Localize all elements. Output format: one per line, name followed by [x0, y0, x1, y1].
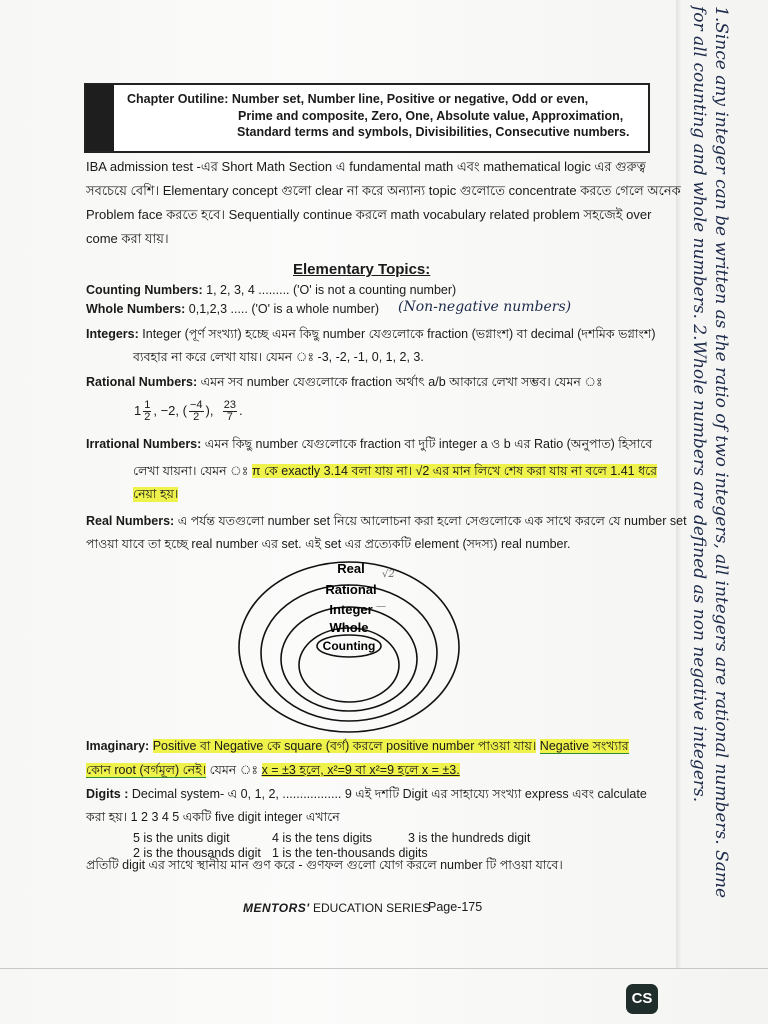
integers-label: Integers:: [86, 327, 139, 341]
integers-line-2: ব্যবহার না করে লেখা যায়। যেমন ঃ -3, -2, -1, 0, 1, 2, 3.: [133, 350, 424, 364]
digit-ten-thousands: 1 is the ten-thousands digits: [272, 846, 428, 860]
ring-label-rational: Rational: [325, 582, 377, 597]
section-heading: Elementary Topics:: [293, 261, 431, 278]
outline-label: Chapter Outiline:: [127, 92, 229, 106]
ring-label-whole: Whole: [329, 620, 369, 635]
counting-label: Counting Numbers:: [86, 283, 203, 297]
ring-label-counting: Counting: [322, 639, 376, 653]
digits-line-1: Decimal system- এ 0, 1, 2, ................. 9 এই দশটি Digit এর সাহায্যে সংখ্যা express এবং calculate: [131, 787, 647, 801]
whole-text: 0,1,2,3 ..... ('O' is a whole number): [188, 302, 380, 316]
integers-line-1: Integer (পূর্ণ সংখ্যা) হচ্ছে এমন কিছু number যেগুলোকে fraction (ভগ্নাংশ) বা decimal (দশমিক ভগ্নাংশ): [142, 327, 656, 341]
intro-line-2: সবচেয়ে বেশি। Elementary concept গুলো clear না করে অন্যান্য topic গুলোতে concentrate করতে গেলে অনেক: [86, 183, 681, 198]
irrational-line-1: এমন কিছু number যেগুলোকে fraction বা দুটি integer a ও b এর Ratio (অনুপাত) হিসাবে: [204, 437, 653, 451]
counting-numbers-row: [86, 283, 456, 298]
rational-row: [86, 375, 603, 390]
counting-text: 1, 2, 3, 4 ......... ('O' is not a counting number): [206, 283, 457, 297]
real-row: [86, 514, 687, 529]
outline-line-1: Number set, Number line, Positive or negative, Odd or even,: [231, 92, 589, 106]
whole-numbers-row: [86, 302, 379, 317]
chapter-outline-label: [127, 92, 588, 107]
imaginary-line-2: কোন root (বর্গমূল) নেই। যেমন ঃ x = ±3 হলে, x²=9 বা x²=9 হলে x = ±3.: [86, 763, 460, 777]
rational-label: Rational Numbers:: [86, 375, 198, 389]
rational-ex-mid-2: ),: [205, 402, 214, 418]
digit-units: 5 is the units digit: [133, 831, 230, 845]
rational-examples: 1 $\frac{1}{2}$ , −2, ( $\frac{-4}{2}$ ), $\frac{23}{7}$ .: [134, 399, 243, 423]
real-label: Real Numbers:: [86, 514, 175, 528]
ring-label-real: Real: [337, 561, 365, 576]
outline-line-3: Standard terms and symbols, Divisibilities, Consecutive numbers.: [237, 125, 630, 139]
footer-series: EDUCATION SERIES: [312, 901, 431, 915]
whole-handwritten-note: (Non-negative numbers): [398, 299, 572, 315]
digits-label: Digits :: [86, 787, 129, 801]
margin-note-text: 1.Since any integer can be written as the ratio of two integers, all integers are rational numbers. Same for all counting and whole numbers. 2.Whole numbers are defined as non negative integers.: [689, 6, 731, 899]
digits-line-2: করা হয়। 1 2 3 4 5 একটি five digit integer এখানে: [86, 810, 340, 824]
number-set-diagram: [234, 555, 464, 735]
digit-hundreds: 3 is the hundreds digit: [408, 831, 531, 845]
real-line-2: পাওয়া যাবে তা হচ্ছে real number এর set. এই set এর প্রত্যেকটি element (সদস্য) real number.: [86, 537, 571, 551]
outline-line-2: Prime and composite, Zero, One, Absolute value, Approximation,: [238, 109, 624, 123]
intro-line-1: IBA admission test -এর Short Math Section এ fundamental math এবং mathematical logic এর গুরুত্ব: [86, 159, 646, 174]
rational-ex-whole: 1: [134, 402, 142, 418]
digit-tens: 4 is the tens digits: [272, 831, 373, 845]
intro-line-3: Problem face করতে হবে। Sequentially continue করলে math vocabulary related problem সহজেই over: [86, 207, 652, 222]
rational-text: এমন সব number যেগুলোকে fraction অর্থাৎ a/b আকারে লেখা সম্ভব। যেমন ঃ: [200, 375, 603, 389]
imaginary-line-1b: Negative সংখ্যার: [539, 739, 629, 753]
integers-row: [86, 327, 655, 342]
imaginary-line-2c: x = ±3 হলে, x²=9 বা x²=9 হলে x = ±3.: [261, 763, 460, 777]
handwritten-margin-note: [688, 6, 732, 906]
imaginary-row: [86, 739, 629, 754]
imaginary-label: Imaginary:: [86, 739, 150, 753]
footer-brand: MENTORS': [243, 901, 310, 915]
rational-fraction-2: $\frac{-4}{2}$: [189, 399, 203, 423]
footer: [243, 901, 430, 915]
digit-thousands: 2 is the thousands digit: [133, 846, 261, 860]
handwritten-sqrt2: √2: [382, 569, 395, 580]
irrational-line-2: লেখা যায়না। যেমন ঃ π কে exactly 3.14 বলা যায় না। √2 এর মান লিখে শেষ করা যায় না বলে 1.41 ধরে: [133, 464, 658, 478]
camscanner-logo: CS: [626, 984, 658, 1014]
irrational-label: Irrational Numbers:: [86, 437, 202, 451]
pi-highlight: π কে exactly 3.14 বলা যায় না।: [251, 464, 413, 478]
irrational-row: [86, 437, 652, 452]
digits-row: [86, 787, 647, 802]
digits-line-3: প্রতিটি digit এর সাথে স্থানীয় মান গুণ করে - গুণফল গুলো যোগ করলে number টি পাওয়া যাবে।: [86, 858, 563, 872]
imaginary-line-1a: Positive বা Negative কে square (বর্গ) করলে positive number পাওয়া যায়।: [152, 739, 537, 753]
ring-label-integer: Integer: [329, 602, 373, 617]
handwritten-minus: —: [376, 601, 386, 612]
intro-line-4: come করা যায়।: [86, 231, 169, 246]
page-number: Page-175: [428, 900, 483, 914]
rational-ex-mid: , −2, (: [153, 402, 187, 418]
page-fold: [676, 0, 682, 968]
imaginary-line-2a: কোন root (বর্গমূল) নেই।: [86, 763, 207, 777]
whole-label: Whole Numbers:: [86, 302, 186, 316]
outline-bar: [86, 85, 114, 151]
real-line-1: এ পর্যন্ত যতগুলো number set নিয়ে আলোচনা করা হলো সেগুলোকে এক সাথে করলে যে number set: [177, 514, 687, 528]
sqrt2-highlight: √2 এর মান লিখে শেষ করা যায় না বলে 1.41 ধরে: [412, 464, 658, 478]
rational-fraction-3: $\frac{23}{7}$: [223, 399, 236, 423]
rational-fraction-1: $\frac{1}{2}$: [144, 399, 151, 423]
irrational-line-3: নেয়া হয়।: [133, 487, 179, 501]
